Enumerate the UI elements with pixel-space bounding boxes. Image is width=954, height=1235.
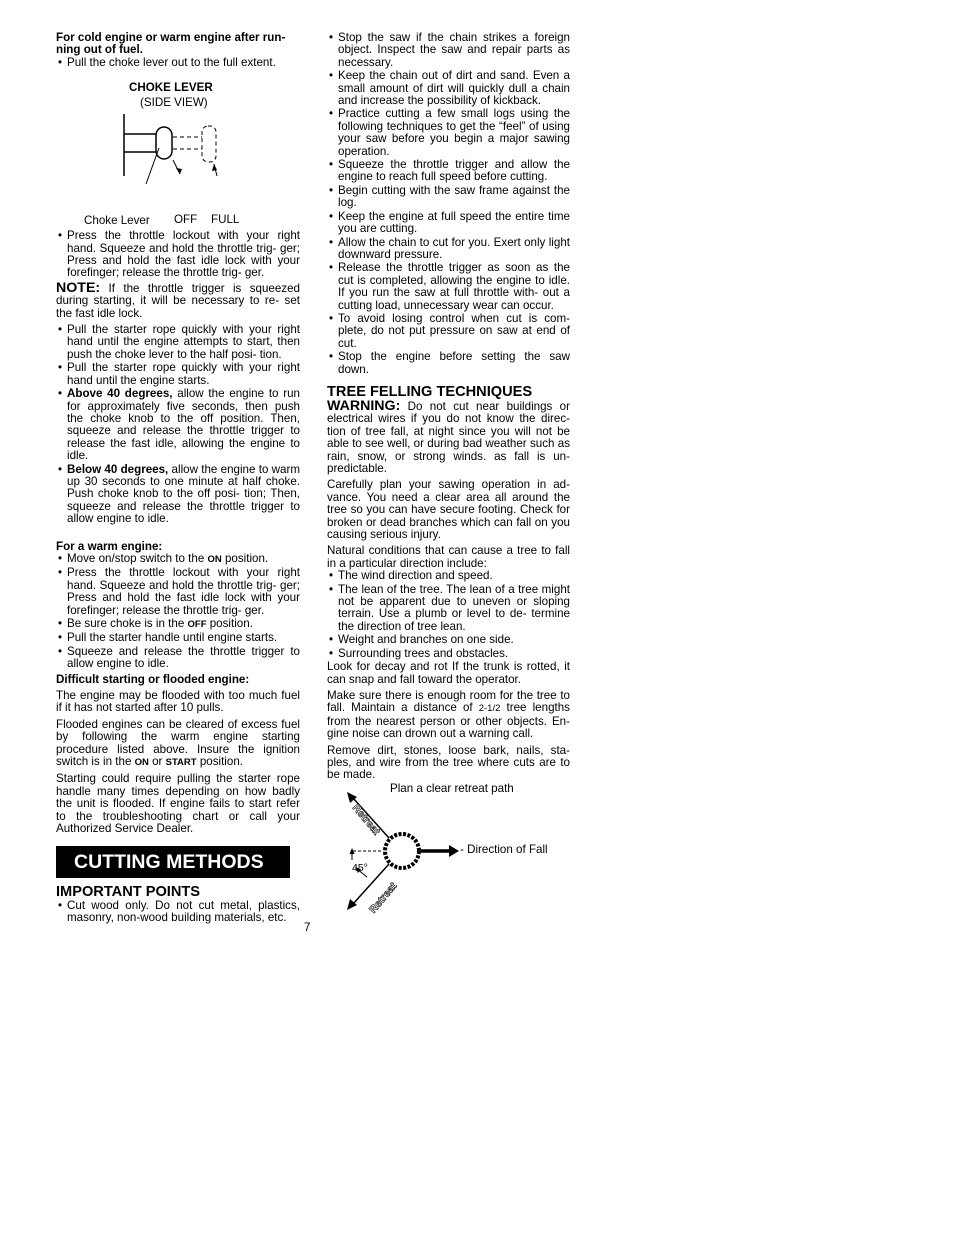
difficult-paragraph-3: Starting could require pulling the starter rope handle many times depending on how badly the unit is flooded. If engine fails to start refer to the troubleshooting chart or call your Authorized Service Dealer.	[56, 772, 300, 836]
important-list	[56, 900, 300, 925]
list-item: • Release the throttle trigger as soon as the cut is completed, allowing the engine to idle. If you run the saw at full throttle with- out a cutting load, unnecessary wear can occur.	[327, 262, 570, 312]
note-label: NOTE:	[56, 279, 101, 296]
retreat-lower-label: Retreat	[367, 880, 400, 916]
list-item: • Surrounding trees and obstacles.	[327, 648, 570, 660]
list-item: • Cut wood only. Do not cut metal, plastics, masonry, non-wood building materials, etc.	[56, 900, 300, 925]
page-number: 7	[304, 921, 311, 934]
plan-retreat-label: Plan a clear retreat path	[390, 781, 514, 795]
warning-text: Do not cut near buildings or electrical wires if you do not know the direc- tion of tree fall, at night since you will not be able to see well, or during bad weather such as rain, snow, or strong winds. as fall is un- predictable.	[327, 399, 570, 475]
list-item: • Practice cutting a few small logs using the following techniques to get the “feel” of using your saw before you begin a major sawing operation.	[327, 108, 570, 158]
list-item: • Keep the engine at full speed the entire time you are cutting.	[327, 211, 570, 236]
list-item: • The lean of the tree. The lean of a tree might not be apparent due to uneven or sloping terrain. Use a plumb or level to de- termine the direction of tree lean.	[327, 584, 570, 634]
angle-label: 45°	[352, 861, 368, 874]
important-points-heading: IMPORTANT POINTS	[56, 883, 201, 900]
warm-engine-heading: For a warm engine:	[56, 539, 163, 553]
above-40-label: Above 40 degrees,	[67, 387, 173, 401]
fall-arrow-icon	[449, 845, 459, 857]
below-40-text: allow the engine to warm up 30 seconds to one minute at half choke. Push choke knob to the off posi- tion; Then, squeeze and release the throttle trigger to allow engine to idle.	[67, 462, 301, 526]
choke-off-label: OFF	[174, 213, 198, 227]
cutting-tips-list	[327, 32, 570, 376]
warm-b3-post: position.	[206, 617, 253, 630]
difficult-p2-text: Flooded engines can be cleared of excess fuel by following the warm engine starting procedure listed above. Insure the ignition switch is in the	[56, 717, 300, 769]
cold-list-2	[56, 230, 300, 280]
warning-paragraph	[327, 397, 570, 475]
warm-b1-post: position.	[221, 551, 269, 565]
list-item: • Allow the chain to cut for you. Exert only light downward pressure.	[327, 237, 570, 262]
off-key: OFF	[187, 619, 207, 630]
natural-conditions-list	[327, 570, 570, 660]
warm-list	[56, 553, 300, 671]
cold-list-1	[56, 57, 300, 69]
room-text: Make sure there is enough room for the tree to fall. Maintain a distance of	[327, 688, 570, 715]
natural-paragraph: Natural conditions that can cause a tree to fall in a particular direction include:	[327, 544, 570, 570]
difficult-paragraph-2	[56, 719, 300, 770]
warm-b1-text: Move on/stop switch to the	[67, 551, 208, 565]
choke-diagram-title: CHOKE LEVER	[129, 81, 213, 95]
below-40-label: Below 40 degrees,	[67, 462, 169, 476]
tree-felling-heading: TREE FELLING TECHNIQUES	[327, 383, 533, 400]
left-column	[56, 32, 300, 925]
right-column	[327, 32, 570, 916]
cutting-methods-banner: CUTTING METHODS	[56, 846, 290, 878]
cold-engine-heading: For cold engine or warm engine after run- ning out of fuel.	[56, 31, 286, 57]
list-item: • To avoid losing control when cut is com- plete, do not put pressure on saw at end of cut.	[327, 313, 570, 350]
list-item: • Weight and branches on one side.	[327, 634, 570, 646]
warm-b3-text: Be sure choke is in the	[67, 617, 188, 630]
room-paragraph	[327, 690, 570, 741]
on-key: ON	[134, 757, 149, 769]
direction-of-fall-label: - Direction of Fall	[460, 842, 548, 856]
list-item: • Begin cutting with the saw frame against the log.	[327, 185, 570, 210]
warning-label: WARNING:	[327, 397, 401, 414]
note-text: If the throttle trigger is squeezed during starting, it will be necessary to re- set the fast idle lock.	[56, 281, 300, 320]
list-item	[56, 618, 300, 631]
choke-lever-diagram	[56, 70, 300, 228]
list-item: • Press the throttle lockout with your right hand. Squeeze and hold the throttle trig- ger; Press and hold the fast idle lock with your forefinger; release the throttle trig- ger.	[56, 567, 300, 617]
list-item: • Pull the starter rope quickly with your right hand until the engine attempts to start, then push the choke lever to the half posi- tion.	[56, 324, 300, 361]
on-key: ON	[207, 553, 222, 565]
tree-fall-diagram	[327, 781, 570, 916]
difficult-p2-post: position.	[196, 755, 243, 769]
choke-lever-label: Choke Lever	[84, 214, 150, 228]
list-item	[56, 464, 300, 526]
choke-full-label: FULL	[211, 213, 240, 227]
room-post: tree lengths from the nearest person or other objects. En- gine noise can drown out a warning call.	[327, 701, 570, 741]
remove-paragraph: Remove dirt, stones, loose bark, nails, sta- ples, and wire from the tree where cuts are to be made.	[327, 743, 570, 782]
list-item: • Pull the starter handle until engine starts.	[56, 632, 300, 644]
list-item: • Pull the starter rope quickly with your right hand until the engine starts.	[56, 362, 300, 387]
list-item: • Squeeze the throttle trigger and allow the engine to reach full speed before cutting.	[327, 159, 570, 184]
plan-paragraph: Carefully plan your sawing operation in ad- vance. You need a clear area all around the tree so you can have secure footing. Check for broken or dead branches which can fall on you causing serious injury.	[327, 478, 570, 542]
note-paragraph	[56, 279, 300, 320]
choke-diagram-subtitle: (SIDE VIEW)	[140, 96, 208, 110]
difficult-paragraph-1: The engine may be flooded with too much fuel if it has not started after 10 pulls.	[56, 689, 300, 715]
tree-trunk-icon	[385, 834, 419, 868]
list-item	[56, 388, 300, 462]
list-item: • Pull the choke lever out to the full extent.	[56, 57, 300, 69]
list-item: • Stop the saw if the chain strikes a foreign object. Inspect the saw and repair parts as necessary.	[327, 32, 570, 69]
cold-list-3	[56, 324, 300, 526]
decay-paragraph: Look for decay and rot If the trunk is rotted, it can snap and fall toward the operator.	[327, 660, 570, 686]
list-item: • Keep the chain out of dirt and sand. Even a small amount of dirt will quickly dull a chain and increase the possibility of kickback.	[327, 70, 570, 107]
above-40-text: allow the engine to run for approximately five seconds, then push the choke knob to the off position. Then, squeeze and release the throttle trigger to release the fast idle, allowing the engine to idle.	[67, 387, 300, 463]
list-item	[56, 553, 300, 566]
list-item: • The wind direction and speed.	[327, 570, 570, 582]
retreat-upper-label: Retreat	[349, 801, 383, 838]
difficult-p2-mid: or	[148, 755, 166, 769]
difficult-heading: Difficult starting or flooded engine:	[56, 672, 250, 686]
list-item: • Press the throttle lockout with your right hand. Squeeze and hold the throttle trig- ger; Press and hold the fast idle lock with your forefinger; release the throttle trig- ger.	[56, 230, 300, 280]
list-item: • Stop the engine before setting the saw down.	[327, 351, 570, 376]
room-distance: 2-1/2	[478, 703, 501, 715]
start-key: START	[165, 757, 197, 769]
list-item: • Squeeze and release the throttle trigger to allow engine to idle.	[56, 646, 300, 671]
